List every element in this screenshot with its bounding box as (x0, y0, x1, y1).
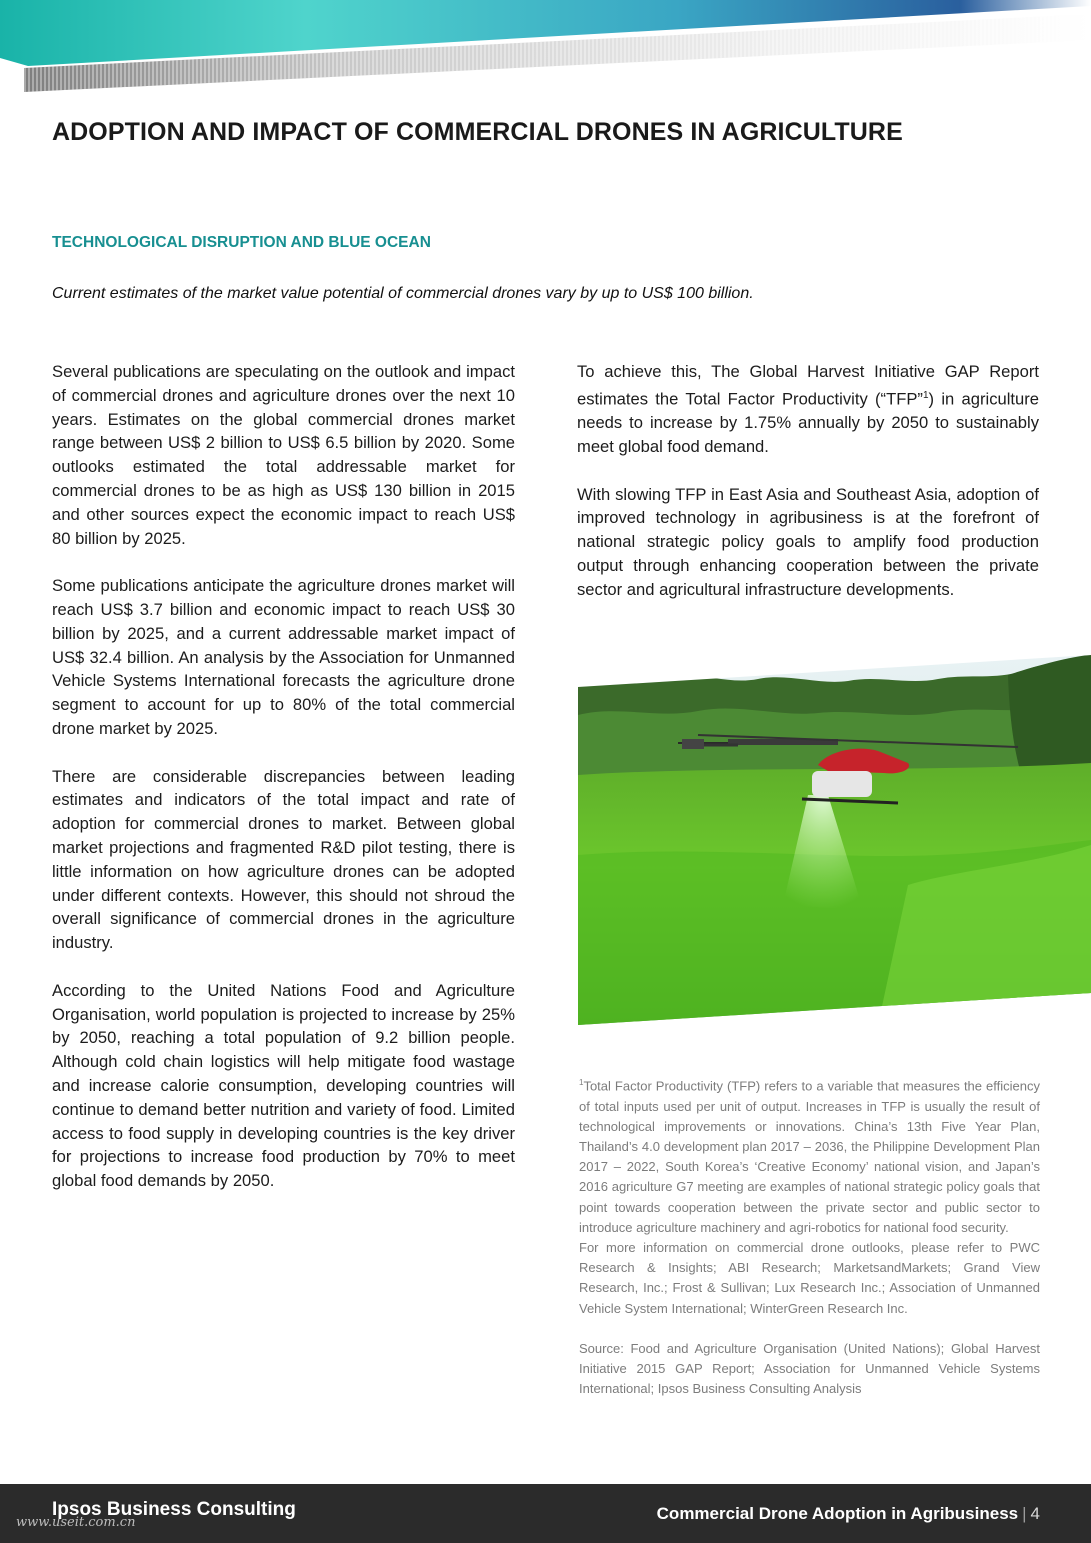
left-paragraph-4: According to the United Nations Food and Agriculture Organisation, world population is projected to increase by 25% by 2050, reaching a total population of 9.2 billion people. Although cold chain logistics will help mitigate food wastage and increase calorie consumption, developing countries will continue to demand better nutrition and variety of food. Limited access to food supply in developing countries is the key driver for projections to increase food production by 70% to meet global food demands by 2050. (52, 980, 515, 1191)
section-heading: TECHNOLOGICAL DISRUPTION AND BLUE OCEAN (52, 234, 431, 251)
source-note: Source: Food and Agriculture Organisation (United Nations); Global Harvest Initiative 2015 GAP Report; Association for Unmanned Vehicle Systems International; Ipsos Business Consulting Analysis (579, 1340, 1040, 1397)
drone-field-photo (578, 655, 1091, 1025)
left-column (52, 360, 515, 1217)
footer-separator: | (1022, 1504, 1027, 1523)
footnote-reference: 1 (922, 389, 929, 401)
left-paragraph-1: Several publications are speculating on the outlook and impact of commercial drones and agriculture drones over the next 10 years. Estimates on the global commercial drones market range between US$ 2 billion to US$ 6.5 billion by 2020. Some outlooks estimated the total addressable market for commercial drones to be as high as US$ 130 billion in 2015 and other sources expect the economic impact to reach US$ 80 billion by 2025. (52, 362, 515, 548)
right-column (577, 360, 1039, 625)
left-paragraph-3: There are considerable discrepancies between leading estimates and indicators of the total impact and rate of adoption for commercial drones to market. Between global market projections and fragmented R&D pilot testing, there is little information on how agriculture drones can be adopted under different contexts. However, this should not shroud the overall significance of commercial drones in the agriculture industry. (52, 766, 515, 953)
more-info-note: For more information on commercial drone outlooks, please refer to PWC Research & Insights; ABI Research; MarketsandMarkets; Grand View Research, Inc.; Frost & Sullivan; Lux Research Inc.; Association of Unmanned Vehicle System International; WinterGreen Research Inc. (579, 1239, 1040, 1316)
subtitle-italic: Current estimates of the market value potential of commercial drones vary by up to US$ 100 billion. (52, 285, 754, 302)
footnote-1: $^1$Total Factor Productivity (TFP) refers to a variable that measures the efficiency of total inputs used per unit of output. Increases in TFP is usually the result of technological improvements or innovations. China’s 13th Five Year Plan, Thailand’s 4.0 development plan 2017 – 2036, the Philippine Development Plan 2017 – 2022, South Korea’s ‘Creative Economy’ national vision, and Japan’s 2016 agriculture G7 meeting are examples of national strategic policy goals that point towards cooperation between the private sector and public sector to introduce agriculture machinery and agri-robotics for national food security. (579, 1078, 1040, 1235)
right-paragraph-2: With slowing TFP in East Asia and Southeast Asia, adoption of improved technology in agribusiness is at the forefront of national strategic policy goals to amplify food production output through enhancing cooperation between the private sector and agricultural infrastructure developments. (577, 484, 1039, 599)
footnotes-block (579, 1073, 1040, 1420)
footer-brand: Ipsos Business Consulting (52, 1499, 296, 1520)
header-banner (0, 0, 1091, 100)
page-title: ADOPTION AND IMPACT OF COMMERCIAL DRONES IN AGRICULTURE (52, 118, 903, 146)
footer-doc-title: Commercial Drone Adoption in Agribusiness (656, 1504, 1019, 1523)
watermark-text: www.useit.com.cn (16, 1515, 136, 1530)
left-paragraph-2: Some publications anticipate the agriculture drones market will reach US$ 3.7 billion and economic impact to reach US$ 30 billion by 2025, and a current addressable market impact of US$ 32.4 billion. An analysis by the Association for Unmanned Vehicle Systems International forecasts the agriculture drone segment to account for up to 80% of the total commercial drone market by 2025. (52, 576, 515, 738)
page-number: 4 (1030, 1504, 1040, 1523)
footer-doc-info (657, 1504, 1040, 1524)
right-paragraph-1: To achieve this, The Global Harvest Initiative GAP Report estimates the Total Factor Productivity (“TFP”$^1$) in agriculture needs to increase by 1.75% annually by 2050 to sustainably meet global food demand. (577, 362, 1039, 456)
